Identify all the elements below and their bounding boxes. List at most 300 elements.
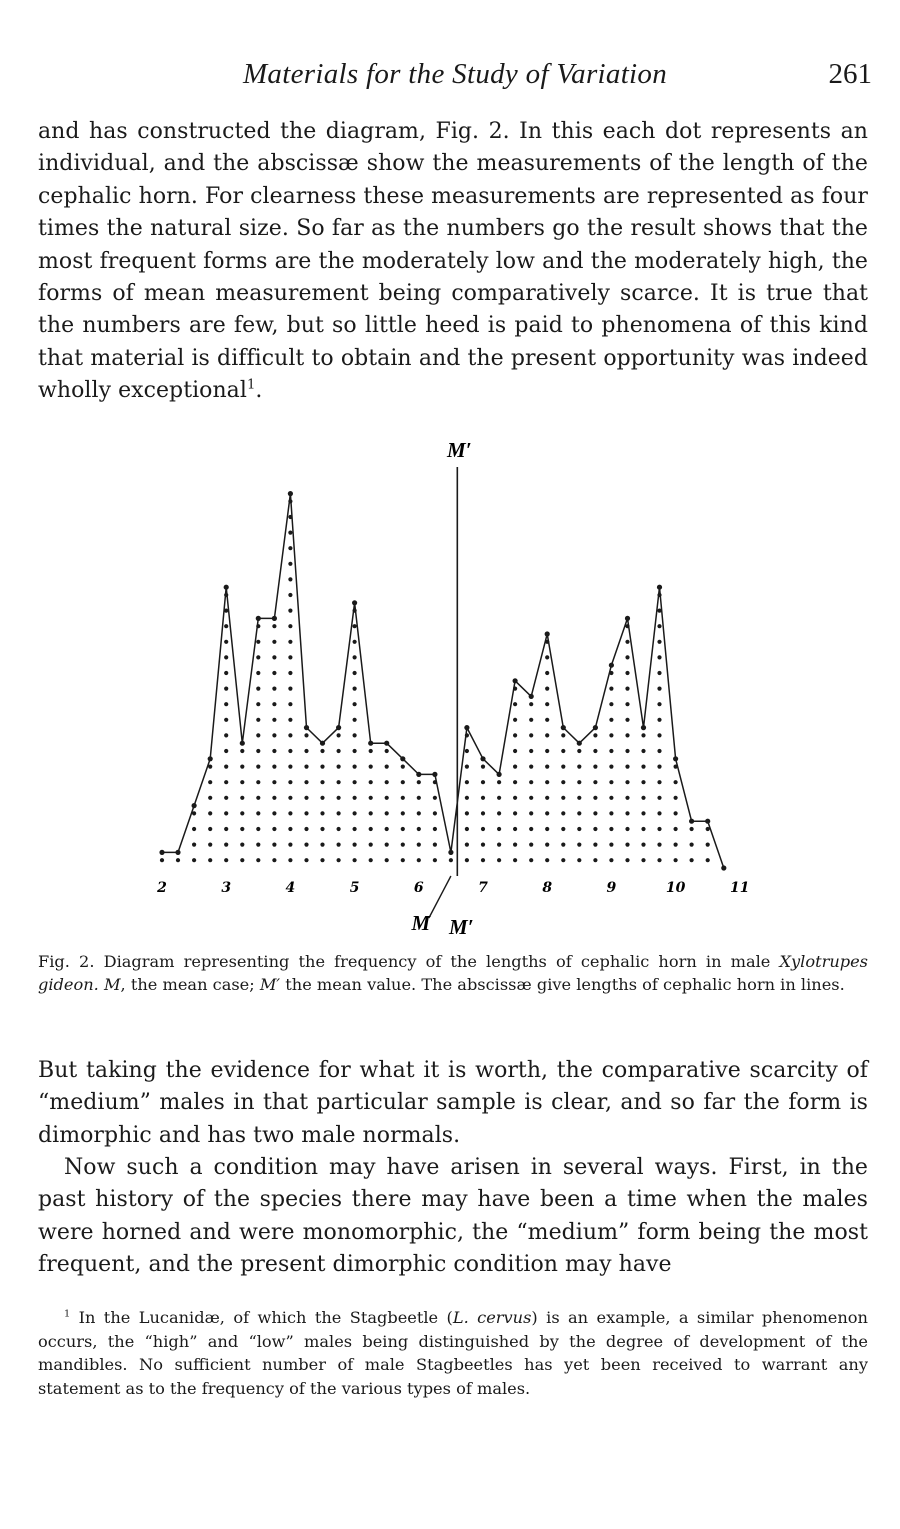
individual-dot	[288, 655, 292, 659]
individual-dot	[240, 765, 244, 769]
individual-dot	[481, 796, 485, 800]
x-tick-label: 3	[221, 880, 232, 896]
individual-dot	[513, 843, 517, 847]
caption-text-1: Fig. 2. Diagram representing the frequency of the lengths of cephalic horn in male	[38, 952, 780, 971]
individual-dot	[577, 811, 581, 815]
individual-dot	[481, 827, 485, 831]
vertex-point	[192, 803, 197, 808]
individual-dot	[401, 796, 405, 800]
individual-dot	[657, 765, 661, 769]
individual-dot	[593, 733, 597, 737]
individual-dot	[657, 655, 661, 659]
individual-dot	[272, 749, 276, 753]
individual-dot	[320, 843, 324, 847]
individual-dot	[609, 796, 613, 800]
individual-dot	[513, 827, 517, 831]
individual-dot	[160, 858, 164, 862]
individual-dot	[272, 796, 276, 800]
individual-dot	[417, 843, 421, 847]
individual-dot	[497, 811, 501, 815]
individual-dot	[288, 718, 292, 722]
individual-dot	[224, 858, 228, 862]
individual-dot	[561, 811, 565, 815]
individual-dot	[224, 655, 228, 659]
individual-dot	[641, 765, 645, 769]
individual-dot	[593, 811, 597, 815]
individual-dot	[272, 858, 276, 862]
vertex-point	[159, 850, 164, 855]
individual-dot	[545, 718, 549, 722]
caption-symbol-m: M	[103, 975, 121, 995]
vertex-point	[320, 741, 325, 746]
individual-dot	[497, 858, 501, 862]
individual-dot	[657, 796, 661, 800]
individual-dot	[545, 702, 549, 706]
individual-dot	[690, 827, 694, 831]
individual-dot	[625, 687, 629, 691]
individual-dot	[593, 749, 597, 753]
individual-dot	[529, 765, 533, 769]
individual-dot	[208, 780, 212, 784]
individual-dot	[256, 780, 260, 784]
individual-dot	[433, 796, 437, 800]
individual-dot	[304, 827, 308, 831]
individual-dot	[529, 702, 533, 706]
individual-dot	[625, 780, 629, 784]
individual-dot	[625, 640, 629, 644]
individual-dot	[609, 827, 613, 831]
individual-dot	[337, 796, 341, 800]
individual-dot	[641, 733, 645, 737]
individual-dot	[625, 655, 629, 659]
x-tick-label: 6	[413, 880, 424, 896]
body-paragraph-1: and has constructed the diagram, Fig. 2. In this each dot represents an individual, and the abscissæ show the measurements of the length of the cephalic horn. For clearness these measurements are represented as four times the natural size. So far as the numbers go the result shows that the most frequent forms are the moderately low and the moderately high, the forms of mean measurement being comparatively scarce. It is true that the numbers are few, but so little heed is paid to phenomena of this kind that material is difficult to obtain and the present opportunity was indeed wholly exceptional$^1$.	[38, 119, 868, 404]
individual-dot	[609, 780, 613, 784]
individual-dot	[353, 796, 357, 800]
individual-dot	[337, 733, 341, 737]
individual-dot	[353, 624, 357, 628]
individual-dot	[272, 843, 276, 847]
x-tick-label: 4	[285, 880, 296, 896]
individual-dot	[224, 796, 228, 800]
individual-dot	[385, 811, 389, 815]
individual-dot	[208, 811, 212, 815]
individual-dot	[288, 577, 292, 581]
individual-dot	[465, 811, 469, 815]
individual-dot	[208, 858, 212, 862]
individual-dot	[304, 811, 308, 815]
individual-dot	[401, 858, 405, 862]
individual-dot	[641, 796, 645, 800]
individual-dot	[272, 733, 276, 737]
individual-dot	[449, 858, 453, 862]
x-tick-label: 11	[730, 880, 750, 896]
individual-dot	[625, 702, 629, 706]
individual-dot	[288, 562, 292, 566]
individual-dot	[256, 702, 260, 706]
individual-dot	[625, 858, 629, 862]
individual-dot	[288, 796, 292, 800]
individual-dot	[529, 718, 533, 722]
individual-dot	[577, 843, 581, 847]
individual-dot	[417, 796, 421, 800]
individual-dot	[609, 687, 613, 691]
vertex-point	[336, 725, 341, 730]
mean-value-label-bottom: M′	[449, 915, 474, 939]
vertex-point	[497, 772, 502, 777]
individual-dot	[256, 655, 260, 659]
individual-dot	[690, 858, 694, 862]
individual-dot	[561, 780, 565, 784]
individual-dot	[513, 765, 517, 769]
individual-dot	[609, 749, 613, 753]
individual-dot	[625, 733, 629, 737]
individual-dot	[224, 843, 228, 847]
individual-dot	[288, 671, 292, 675]
individual-dot	[657, 843, 661, 847]
individual-dot	[272, 655, 276, 659]
vertex-point	[224, 585, 229, 590]
vertex-point	[705, 819, 710, 824]
individual-dot	[513, 796, 517, 800]
footnote-text-1: In the Lucanidæ, of which the Stagbeetle (	[70, 1308, 453, 1327]
individual-dot	[256, 796, 260, 800]
individual-dot	[224, 780, 228, 784]
individual-dot	[497, 843, 501, 847]
vertex-point	[721, 865, 726, 870]
individual-dot	[208, 843, 212, 847]
individual-dot	[369, 811, 373, 815]
individual-dot	[288, 749, 292, 753]
vertex-point	[609, 663, 614, 668]
individual-dot	[674, 796, 678, 800]
vertex-point	[480, 756, 485, 761]
individual-dot	[481, 858, 485, 862]
individual-dot	[657, 702, 661, 706]
individual-dot	[529, 780, 533, 784]
vertex-point	[529, 694, 534, 699]
individual-dot	[240, 749, 244, 753]
individual-dot	[288, 546, 292, 550]
individual-dot	[288, 780, 292, 784]
individual-dot	[657, 624, 661, 628]
frequency-diagram-svg	[140, 435, 780, 940]
individual-dot	[481, 811, 485, 815]
vertex-point	[256, 616, 261, 621]
individual-dot	[337, 843, 341, 847]
individual-dot	[385, 843, 389, 847]
individual-dot	[353, 671, 357, 675]
individual-dot	[609, 718, 613, 722]
individual-dot	[353, 843, 357, 847]
individual-dot	[561, 749, 565, 753]
individual-dot	[545, 858, 549, 862]
individual-dot	[256, 749, 260, 753]
individual-dot	[529, 796, 533, 800]
individual-dot	[513, 858, 517, 862]
individual-dot	[337, 765, 341, 769]
individual-dot	[272, 702, 276, 706]
individual-dot	[417, 827, 421, 831]
individual-dot	[674, 858, 678, 862]
caption-text-4: the mean value. The abscissæ give lengths of cephalic horn in lines.	[280, 975, 845, 995]
individual-dot	[304, 858, 308, 862]
footnote-species: L. cervus	[452, 1308, 532, 1327]
vertex-point	[288, 491, 293, 496]
vertex-point	[513, 678, 518, 683]
individual-dot	[465, 780, 469, 784]
running-title: Materials for the Study of Variation	[242, 58, 668, 90]
individual-dot	[256, 687, 260, 691]
individual-dot	[256, 858, 260, 862]
individual-dot	[545, 827, 549, 831]
individual-dot	[433, 827, 437, 831]
vertex-point	[416, 772, 421, 777]
individual-dot	[288, 827, 292, 831]
x-tick-label: 5	[349, 880, 360, 896]
individual-dot	[609, 765, 613, 769]
individual-dot	[337, 780, 341, 784]
individual-dot	[401, 765, 405, 769]
body-paragraph-3: Now such a condition may have arisen in several ways. First, in the past history of the species there may have been a time when the males were horned and were monomorphic, the “medium” form being the most frequent, and the present dimorphic condition may have	[38, 1155, 868, 1278]
individual-dot	[625, 749, 629, 753]
individual-dot	[224, 811, 228, 815]
individual-dot	[272, 718, 276, 722]
individual-dot	[465, 843, 469, 847]
individual-dot	[513, 811, 517, 815]
individual-dot	[320, 811, 324, 815]
individual-dot	[690, 843, 694, 847]
individual-dot	[272, 780, 276, 784]
individual-dot	[369, 796, 373, 800]
individual-dot	[288, 733, 292, 737]
individual-dot	[593, 780, 597, 784]
individual-dot	[417, 780, 421, 784]
individual-dot	[288, 609, 292, 613]
x-tick-label: 2	[157, 880, 167, 896]
individual-dot	[641, 780, 645, 784]
caption-text-3: , the mean case;	[120, 975, 260, 995]
individual-dot	[224, 765, 228, 769]
individual-dot	[561, 843, 565, 847]
individual-dot	[577, 827, 581, 831]
individual-dot	[304, 796, 308, 800]
individual-dot	[529, 843, 533, 847]
individual-dot	[385, 765, 389, 769]
individual-dot	[385, 749, 389, 753]
individual-dot	[208, 796, 212, 800]
individual-dot	[465, 765, 469, 769]
individual-dot	[561, 796, 565, 800]
individual-dot	[385, 858, 389, 862]
individual-dot	[593, 827, 597, 831]
vertex-point	[561, 725, 566, 730]
individual-dot	[674, 843, 678, 847]
vertex-point	[577, 741, 582, 746]
individual-dot	[529, 749, 533, 753]
footnote-text-2: ) is an example, a similar phenomenon occurs, the “high” and “low” males being distinguished by the degree of development of the mandibles. No sufficient number of male Stagbeetles has yet been received to warrant any statement as to the frequency of the various types of males.	[38, 1308, 868, 1398]
individual-dot	[657, 827, 661, 831]
individual-dot	[353, 655, 357, 659]
mean-case-pointer	[429, 876, 451, 918]
vertex-point	[175, 850, 180, 855]
individual-dot	[625, 718, 629, 722]
footnote-marker: 1	[64, 1308, 71, 1320]
individual-dot	[176, 858, 180, 862]
individual-dot	[577, 749, 581, 753]
figure-caption	[38, 950, 868, 997]
individual-dot	[529, 858, 533, 862]
individual-dot	[625, 671, 629, 675]
individual-dot	[497, 780, 501, 784]
individual-dot	[369, 780, 373, 784]
individual-dot	[385, 796, 389, 800]
individual-dot	[545, 796, 549, 800]
individual-dot	[353, 718, 357, 722]
individual-dot	[481, 780, 485, 784]
individual-dot	[529, 733, 533, 737]
individual-dot	[369, 827, 373, 831]
individual-dot	[272, 827, 276, 831]
individual-dot	[657, 640, 661, 644]
individual-dot	[385, 827, 389, 831]
individual-dot	[353, 733, 357, 737]
individual-dot	[353, 702, 357, 706]
individual-dot	[545, 811, 549, 815]
individual-dot	[353, 749, 357, 753]
individual-dot	[240, 843, 244, 847]
individual-dot	[353, 858, 357, 862]
mean-value-label-top: M′	[447, 438, 472, 462]
individual-dot	[240, 858, 244, 862]
individual-dot	[674, 780, 678, 784]
individual-dot	[593, 796, 597, 800]
vertex-point	[208, 756, 213, 761]
individual-dot	[337, 811, 341, 815]
individual-dot	[192, 827, 196, 831]
page-number: 261	[828, 58, 872, 90]
individual-dot	[513, 733, 517, 737]
individual-dot	[561, 858, 565, 862]
individual-dot	[288, 624, 292, 628]
individual-dot	[417, 858, 421, 862]
individual-dot	[288, 593, 292, 597]
individual-dot	[706, 858, 710, 862]
individual-dot	[353, 780, 357, 784]
individual-dot	[497, 827, 501, 831]
vertex-point	[400, 756, 405, 761]
individual-dot	[401, 827, 405, 831]
x-tick-label: 10	[665, 880, 686, 896]
individual-dot	[224, 640, 228, 644]
individual-dot	[561, 765, 565, 769]
individual-dot	[256, 718, 260, 722]
vertex-point	[272, 616, 277, 621]
individual-dot	[641, 811, 645, 815]
paragraph-text: and has constructed the diagram, Fig. 2. In this each dot represents an individual, and the abscissæ show the measurements of the length of the cephalic horn. For clearness these measurements are represented as four times the natural size. So far as the numbers go the result shows that the most frequent forms are the moderately low and the moderately high, the forms of mean measurement being comparatively scarce. It is true that the numbers are few, but so little heed is paid to phenomena of this kind that material is difficult to obtain and the present opportunity was indeed wholly exceptional	[38, 119, 868, 404]
individual-dot	[256, 671, 260, 675]
individual-dot	[272, 811, 276, 815]
individual-dot	[545, 749, 549, 753]
individual-dot	[609, 858, 613, 862]
individual-dot	[337, 827, 341, 831]
individual-dot	[481, 765, 485, 769]
individual-dot	[657, 687, 661, 691]
individual-dot	[465, 827, 469, 831]
individual-dot	[577, 858, 581, 862]
individual-dot	[657, 671, 661, 675]
individual-dot	[272, 640, 276, 644]
individual-dot	[304, 765, 308, 769]
vertex-point	[464, 725, 469, 730]
individual-dot	[320, 858, 324, 862]
individual-dot	[320, 796, 324, 800]
individual-dot	[288, 858, 292, 862]
individual-dot	[545, 765, 549, 769]
running-head	[38, 58, 872, 98]
individual-dot	[320, 780, 324, 784]
individual-dot	[304, 780, 308, 784]
individual-dot	[224, 827, 228, 831]
vertex-point	[689, 819, 694, 824]
vertex-point	[384, 741, 389, 746]
individual-dot	[353, 827, 357, 831]
individual-dot	[224, 687, 228, 691]
caption-species: Xylotrupes gideon.	[38, 952, 868, 995]
individual-dot	[465, 858, 469, 862]
body-paragraph-2: But taking the evidence for what it is worth, the comparative scarcity of “medium” males in that particular sample is clear, and so far the form is dimorphic and has two male normals.	[38, 1058, 868, 1148]
individual-dot	[529, 827, 533, 831]
individual-dot	[304, 843, 308, 847]
individual-dot	[288, 811, 292, 815]
vertex-point	[368, 741, 373, 746]
x-tick-label: 8	[542, 880, 553, 896]
footnote	[38, 1306, 868, 1400]
individual-dot	[224, 733, 228, 737]
frequency-line	[162, 494, 724, 868]
individual-dot	[320, 765, 324, 769]
individual-dot	[561, 733, 565, 737]
individual-dot	[256, 827, 260, 831]
vertex-point	[448, 850, 453, 855]
individual-dot	[706, 843, 710, 847]
vertex-point	[657, 585, 662, 590]
individual-dot	[208, 827, 212, 831]
individual-dot	[224, 671, 228, 675]
individual-dot	[353, 687, 357, 691]
individual-dot	[674, 811, 678, 815]
vertex-point	[240, 741, 245, 746]
individual-dot	[417, 811, 421, 815]
individual-dot	[609, 811, 613, 815]
individual-dot	[545, 780, 549, 784]
individual-dot	[609, 733, 613, 737]
individual-dot	[529, 811, 533, 815]
individual-dot	[577, 780, 581, 784]
individual-dot	[657, 749, 661, 753]
individual-dot	[593, 765, 597, 769]
individual-dot	[465, 796, 469, 800]
individual-dot	[192, 858, 196, 862]
individual-dot	[353, 811, 357, 815]
individual-dot	[401, 843, 405, 847]
individual-dot	[545, 843, 549, 847]
vertex-point	[352, 600, 357, 605]
individual-dot	[593, 858, 597, 862]
individual-dot	[224, 749, 228, 753]
individual-dot	[433, 811, 437, 815]
individual-dot	[657, 780, 661, 784]
